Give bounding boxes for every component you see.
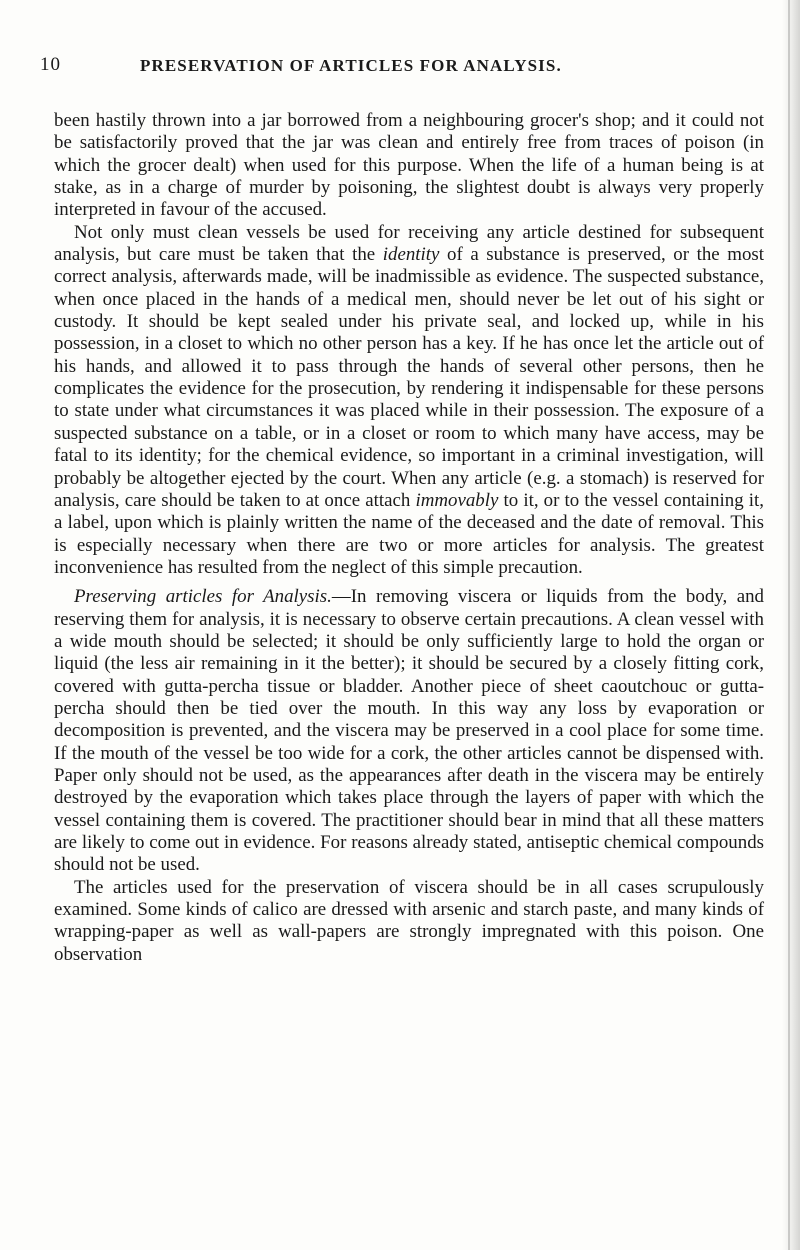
- page-edge-line: [788, 0, 790, 1250]
- page-number: 10: [40, 54, 61, 75]
- paragraph-2-text-a: Not only must clean vessels be used for receiving any article destined for subsequent analysis, but care must be taken that the: [54, 221, 764, 266]
- paragraph-3: [54, 586, 764, 876]
- paragraph-2-text-b: of a substance is preserved, or the most correct analysis, afterwards made, will be inadmissible as evidence. The suspected substance, when once placed in the hands of a medical men, should never be let out of his sight or custody. It should be kept sealed under his private seal, and locked up, while in his possession, in a closet to which no other person has a key. If he has once let the article out of his hands, and allowed it to pass through the hands of several other persons, then he complicates the evidence for the prosecution, by rendering it indispensable for these persons to state under what circumstances it was placed while in their possession. The exposure of a suspected substance on a table, or in a closet or room to which many have access, may be fatal to its identity; for the chemical evidence, so important in a criminal investigation, will probably be altogether ejected by the court. When any article (e.g. a stomach) is reserved for analysis, care should be taken to at once attach: [54, 244, 764, 511]
- paragraph-2: [54, 222, 764, 580]
- paragraph-1: [54, 110, 764, 222]
- paragraph-4: [54, 877, 764, 966]
- paragraph-2-text-c: to it, or to the vessel containing it, a label, upon which is plainly written the name of the deceased and the date of removal. This is especially necessary when there are two or more articles for analysis. The greatest inconvenience has resulted from the neglect of this simple precaution.: [54, 489, 764, 578]
- emphasis-immovably: immovably: [415, 489, 499, 511]
- page-header: [40, 54, 770, 84]
- paragraph-3-text: —In removing viscera or liquids from the body, and reserving them for analysis, it is necessary to observe certain precautions. A clean vessel with a wide mouth should be selected; it should be only sufficiently large to hold the organ or liquid (the less air remaining in it the better); it should be secured by a closely fitting cork, covered with gutta-percha tissue or bladder. Another piece of sheet caoutchouc or gutta-percha should then be tied over the mouth. In this way any loss by evaporation or decomposition is prevented, and the viscera may be preserved in a cool place for some time. If the mouth of the vessel be too wide for a cork, the other articles cannot be dispensed with. Paper only should not be used, as the appearances after death in the viscera may be entirely destroyed by the evaporation which takes place through the layers of paper with which the vessel containing them is covered. The practitioner should bear in mind that all these matters are likely to come out in evidence. For reasons already stated, antiseptic chemical compounds should not be used.: [54, 586, 764, 876]
- page-edge-shadow: [782, 0, 800, 1250]
- section-heading-preserving: Preserving articles for Analysis.: [74, 586, 332, 608]
- emphasis-identity: identity: [382, 244, 440, 266]
- body-text: [54, 110, 764, 966]
- running-head: PRESERVATION OF ARTICLES FOR ANALYSIS.: [140, 56, 562, 75]
- paragraph-4-text: The articles used for the preservation of viscera should be in all cases scrupulously examined. Some kinds of calico are dressed with arsenic and starch paste, and many kinds of wrapping-paper as well as wall-papers are strongly impregnated with this poison. One observation: [54, 876, 764, 965]
- paragraph-1-text: been hastily thrown into a jar borrowed from a neighbouring grocer's shop; and it could not be satisfactorily proved that the jar was clean and entirely free from traces of poison (in which the grocer dealt) when used for this purpose. When the life of a human being is at stake, as in a charge of murder by poisoning, the slightest doubt is always very properly interpreted in favour of the accused.: [54, 110, 764, 221]
